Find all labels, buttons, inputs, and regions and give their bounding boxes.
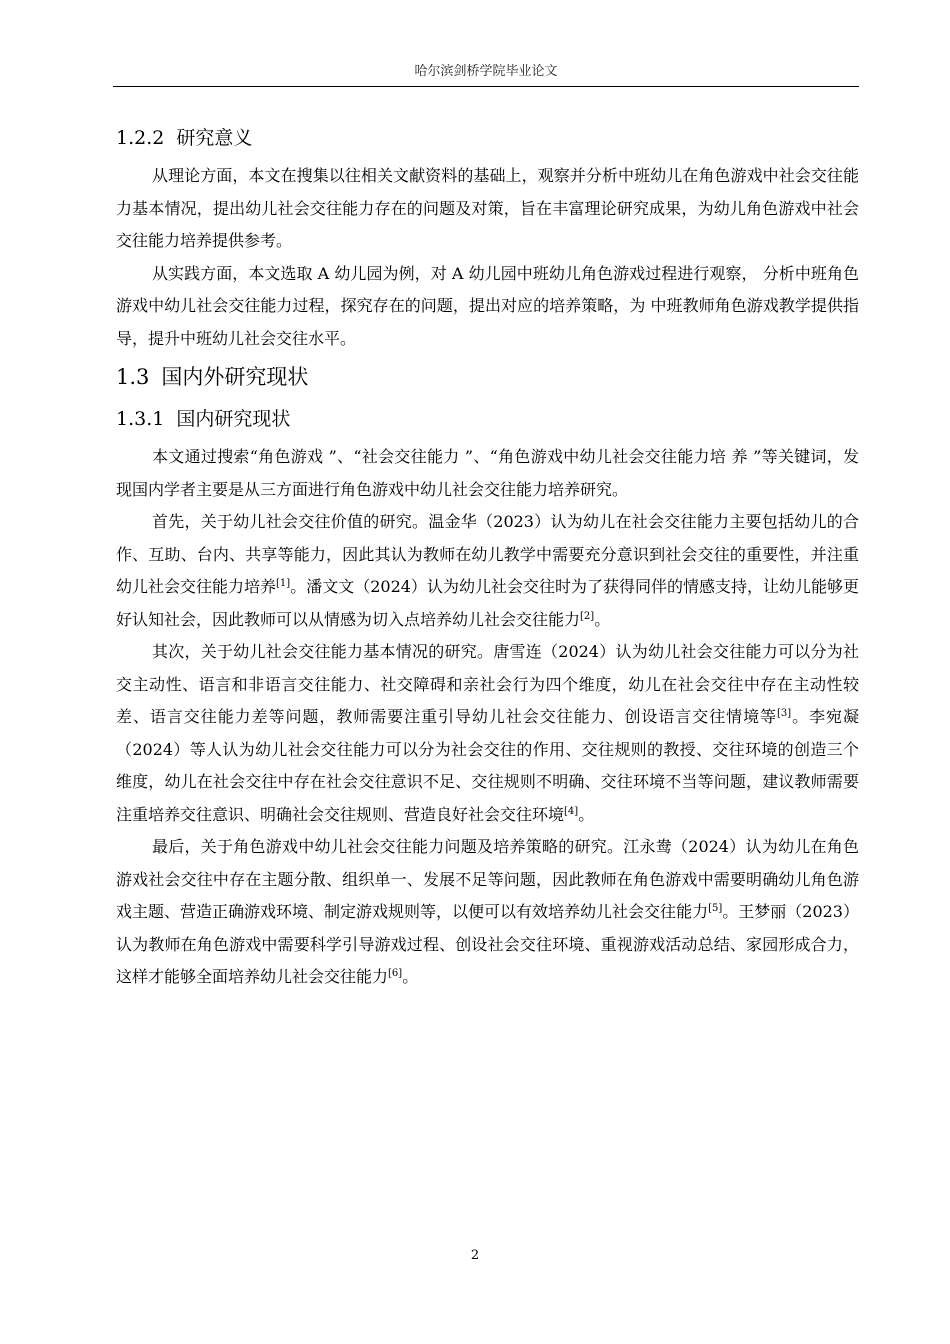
section-number: 1.3.1 [116, 408, 165, 430]
citation-ref[interactable]: [3] [777, 708, 792, 719]
paragraph-text: 。 [578, 804, 595, 824]
citation-ref[interactable]: [4] [564, 805, 579, 817]
section-title: 研究意义 [176, 127, 253, 149]
paragraph: 从实践方面，本文选取 A 幼儿园为例，对 A 幼儿园中班幼儿角色游戏过程进行观察， 分析中班角色游戏中幼儿社会交往能力过程，探究存在的问题，提出对应的培养策略，为 中班教师角色游戏教学提供指导，提升中班幼儿社会交往水平。 [116, 263, 859, 348]
page-body [116, 120, 859, 994]
section-title: 国内外研究现状 [161, 365, 309, 389]
paragraph-text: 。王梦丽（2023）认为教师在角色游戏中需要科学引导游戏过程、创设社会交往环境、重视游戏活动总结、家园形成合力，这样才能够全面培养幼儿社会交往能力 [116, 902, 859, 986]
paragraph-text: 首先，关于幼儿社会交往价值的研究。温金华（2023）认为幼儿在社会交往能力主要包括幼儿的合作、互助、台内、共享等能力，因此其认为教师在幼儿教学中需要充分意识到社会交往的重要性，并注重幼儿社会交往能力培养 [116, 512, 859, 596]
citation-ref[interactable]: [6] [388, 968, 403, 979]
section-number: 1.2.2 [116, 127, 165, 149]
paragraph-text: 最后，关于角色游戏中幼儿社会交往能力问题及培养策略的研究。江永鸯（2024）认为幼儿在角色游戏社会交往中存在主题分散、组织单一、发展不足等问题，因此教师在角色游戏中需要明确幼儿角色游戏主题、营造正确游戏环境、制定游戏规则等，以便可以有效培养幼儿社会交往能力 [116, 837, 859, 921]
section-heading-1-2-2 [116, 120, 859, 156]
citation-ref[interactable]: [2] [580, 610, 595, 622]
paragraph [116, 506, 859, 636]
page-header [113, 62, 859, 82]
paragraph-text: 。 [594, 609, 611, 629]
paragraph-text: 。潘文文（2024）认为幼儿社会交往时为了获得同伴的情感支持，让幼儿能够更好认知社会，因此教师可以从情感为切入点培养幼儿社会交往能力 [116, 577, 859, 629]
section-number: 1.3 [116, 365, 150, 389]
paragraph [116, 636, 859, 831]
header-rule [113, 86, 859, 87]
paragraph: 从理论方面，本文在搜集以往相关文献资料的基础上，观察并分析中班幼儿在角色游戏中社会交往能力基本情况，提出幼儿社会交往能力存在的问题及对策，旨在丰富理论研究成果，为幼儿角色游戏中社会交往能力培养提供参考。 [116, 166, 859, 250]
section-heading-1-3 [116, 357, 859, 397]
citation-ref[interactable]: [5] [708, 903, 723, 914]
paragraph-text: 。李宛凝（2024）等人认为幼儿社会交往能力可以分为社会交往的作用、交往规则的教授、交往环境的创造三个维度，幼儿在社会交往中存在社会交往意识不足、交往规则不明确、交往环境不当等问题，建议教师需要注重培养交往意识、明确社会交往规则、营造良好社会交往环境 [116, 707, 859, 824]
section-heading-1-3-1 [116, 401, 859, 437]
paragraph: 本文通过搜索“角色游戏 ”、“社会交往能力 ”、“角色游戏中幼儿社会交往能力培 养 ”等关键词，发现国内学者主要是从三方面进行角色游戏中幼儿社会交往能力培养研究。 [116, 447, 859, 499]
paragraph-text: 。 [402, 967, 419, 986]
page-number: 2 [470, 1248, 480, 1263]
paragraph-text: 其次，关于幼儿社会交往能力基本情况的研究。唐雪连（2024）认为幼儿社会交往能力可以分为社交主动性、语言和非语言交往能力、社交障碍和亲社会行为四个维度，幼儿在社会交往中存在主动性较差、语言交往能力差等问题，教师需要注重引导幼儿社会交往能力、创设语言交往情境等 [116, 642, 859, 726]
section-title: 国内研究现状 [176, 408, 291, 430]
header-title: 哈尔滨剑桥学院毕业论文 [414, 64, 558, 79]
citation-ref[interactable]: [1] [276, 578, 291, 589]
paragraph [116, 831, 859, 994]
